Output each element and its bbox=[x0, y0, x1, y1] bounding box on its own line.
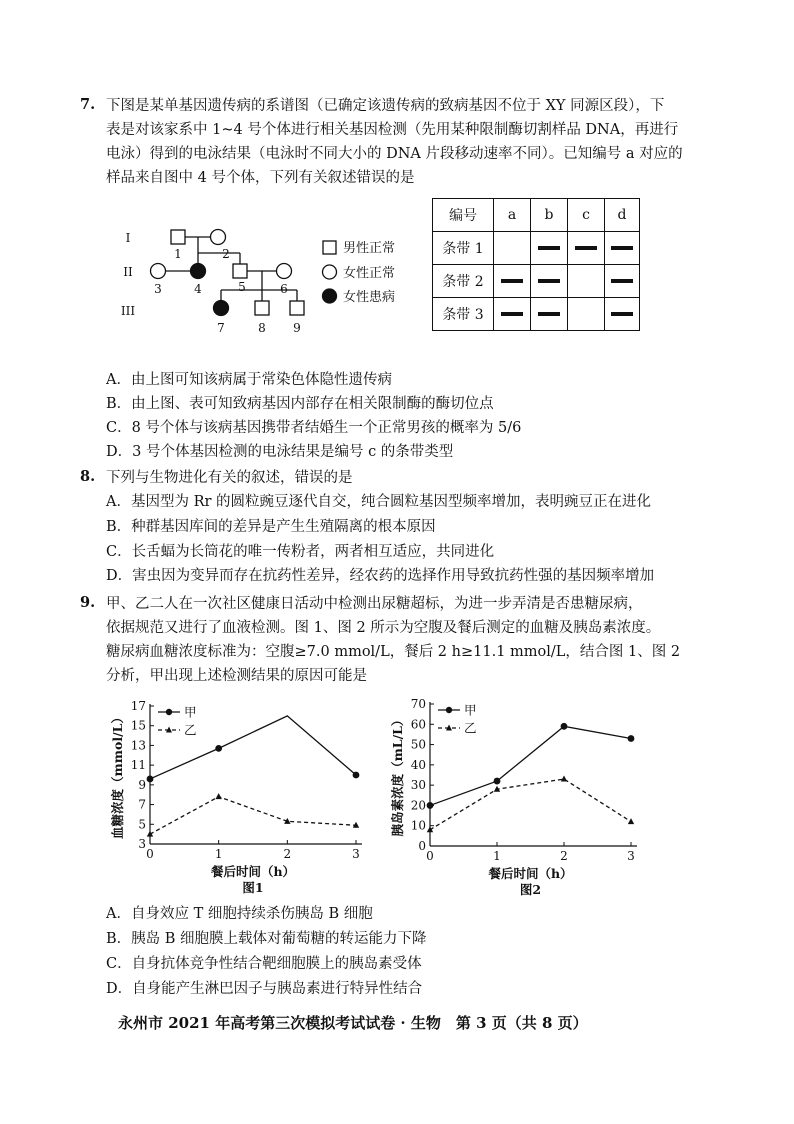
data-point-甲 bbox=[427, 802, 434, 809]
question-7-number: 7. bbox=[80, 96, 96, 113]
x-tick-label: 1 bbox=[214, 847, 223, 861]
electrophoresis-table bbox=[432, 198, 640, 331]
pedigree-id-9: 9 bbox=[293, 321, 301, 335]
pedigree-individual-1 bbox=[171, 230, 185, 244]
series-line-乙 bbox=[150, 797, 356, 834]
band-mark bbox=[501, 312, 523, 316]
band-row-label: 条带 2 bbox=[433, 265, 494, 298]
page-footer: 永州市 2021 年高考第三次模拟考试试卷 · 生物 第 3 页（共 8 页） bbox=[118, 1014, 588, 1032]
legend-male-normal-label: 男性正常 bbox=[343, 241, 396, 256]
x-tick-label: 2 bbox=[283, 847, 292, 861]
data-point-乙 bbox=[628, 818, 634, 824]
legend-label-甲: 甲 bbox=[184, 704, 197, 720]
pedigree-id-7: 7 bbox=[217, 321, 225, 335]
question-7-stem-line-4: 样品来自图中 4 号个体，下列有关叙述错误的是 bbox=[106, 170, 415, 186]
pedigree-individual-7 bbox=[214, 301, 229, 316]
x-axis-label: 餐后时间（h） bbox=[210, 864, 296, 879]
y-tick-label: 13 bbox=[130, 738, 146, 753]
band-mark bbox=[538, 246, 560, 250]
question-9-option-c: C．自身抗体竞争性结合靶细胞膜上的胰岛素受体 bbox=[106, 956, 422, 972]
table-header-id: 编号 bbox=[433, 199, 494, 232]
y-axis-label: 血糖浓度（mmol/L） bbox=[110, 711, 125, 839]
legend-female-normal-icon bbox=[323, 265, 337, 279]
legend-marker-甲 bbox=[446, 707, 452, 713]
table-header-d: d bbox=[605, 199, 640, 232]
data-point-甲 bbox=[494, 778, 501, 785]
y-tick-label: 70 bbox=[410, 697, 426, 711]
band-cell bbox=[605, 232, 640, 265]
legend-female-affected-label: 女性患病 bbox=[343, 290, 396, 305]
question-8-option-c: C．长舌蝠为长筒花的唯一传粉者，两者相互适应，共同进化 bbox=[106, 544, 495, 560]
question-9-option-b: B．胰岛 B 细胞膜上载体对葡萄糖的转运能力下降 bbox=[106, 931, 427, 947]
band-cell bbox=[605, 298, 640, 331]
legend-label-甲: 甲 bbox=[464, 702, 477, 718]
band-cell bbox=[531, 232, 568, 265]
data-point-甲 bbox=[147, 776, 154, 783]
data-point-乙 bbox=[561, 776, 567, 782]
band-cell bbox=[531, 265, 568, 298]
y-tick-label: 30 bbox=[410, 778, 426, 793]
y-tick-label: 15 bbox=[130, 718, 146, 733]
table-row bbox=[433, 232, 640, 265]
x-tick-label: 0 bbox=[146, 847, 154, 861]
question-9-stem-line-3: 糖尿病血糖浓度标准为：空腹≥7.0 mmol/L，餐后 2 h≥11.1 mmol/L，结合图 1、图 2 bbox=[106, 644, 681, 660]
data-point-甲 bbox=[215, 745, 222, 752]
table-row bbox=[433, 298, 640, 331]
series-line-甲 bbox=[430, 726, 631, 805]
y-tick-label: 17 bbox=[130, 699, 146, 713]
y-tick-label: 5 bbox=[138, 817, 146, 832]
pedigree-id-6: 6 bbox=[280, 282, 288, 296]
legend-marker-甲 bbox=[166, 709, 172, 715]
pedigree-individual-3 bbox=[151, 264, 166, 279]
question-7-stem-line-3: 电泳）得到的电泳结果（电泳时不同大小的 DNA 片段移动速率不同）。已知编号 a 对应的 bbox=[106, 146, 683, 162]
band-mark bbox=[611, 279, 633, 283]
question-8-option-d: D．害虫因为变异而存在抗药性差异，经农药的选择作用导致抗药性强的基因频率增加 bbox=[106, 568, 655, 584]
y-tick-label: 11 bbox=[130, 758, 146, 773]
pedigree-id-2: 2 bbox=[222, 247, 230, 261]
y-tick-label: 0 bbox=[418, 839, 426, 853]
y-tick-label: 20 bbox=[410, 798, 426, 813]
band-cell bbox=[605, 265, 640, 298]
question-7-stem-line-2: 表是对该家系中 1~4 号个体进行相关基因检测（先用某种限制酶切割样品 DNA，再进行 bbox=[106, 122, 679, 138]
pedigree-id-5: 5 bbox=[238, 280, 246, 294]
y-tick-label: 9 bbox=[138, 777, 146, 792]
band-row-label: 条带 1 bbox=[433, 232, 494, 265]
question-7-option-a: A．由上图可知该病属于常染色体隐性遗传病 bbox=[106, 372, 392, 388]
question-8-stem: 下列与生物进化有关的叙述，错误的是 bbox=[106, 470, 353, 486]
band-cell bbox=[494, 232, 531, 265]
x-tick-label: 1 bbox=[493, 849, 501, 863]
series-line-甲 bbox=[150, 716, 356, 779]
x-tick-label: 3 bbox=[627, 849, 635, 863]
pedigree-individual-5 bbox=[233, 264, 247, 278]
pedigree-individual-4 bbox=[191, 264, 206, 279]
pedigree-id-1: 1 bbox=[174, 247, 182, 261]
pedigree-individual-6 bbox=[277, 264, 292, 279]
question-7-option-d: D．3 号个体基因检测的电泳结果是编号 c 的条带类型 bbox=[106, 444, 454, 460]
generation-label-2: II bbox=[123, 265, 133, 279]
question-9-stem-line-4: 分析，甲出现上述检测结果的原因可能是 bbox=[106, 668, 367, 684]
series-line-乙 bbox=[430, 779, 631, 830]
data-point-甲 bbox=[628, 735, 635, 742]
question-9-option-d: D．自身能产生淋巴因子与胰岛素进行特异性结合 bbox=[106, 981, 423, 997]
pedigree-id-8: 8 bbox=[258, 321, 266, 335]
y-axis-label: 胰岛素浓度（mL/L） bbox=[390, 713, 405, 837]
band-cell bbox=[568, 265, 605, 298]
y-tick-label: 7 bbox=[138, 797, 146, 812]
x-tick-label: 2 bbox=[560, 849, 568, 863]
legend-female-affected-icon bbox=[323, 289, 337, 303]
y-tick-label: 50 bbox=[410, 737, 426, 752]
pedigree-id-3: 3 bbox=[154, 282, 162, 296]
band-mark bbox=[611, 246, 633, 250]
legend-female-normal-label: 女性正常 bbox=[343, 266, 396, 281]
question-8-number: 8. bbox=[80, 468, 96, 485]
data-point-乙 bbox=[215, 793, 221, 799]
table-row bbox=[433, 265, 640, 298]
band-cell bbox=[531, 298, 568, 331]
x-tick-label: 0 bbox=[426, 849, 434, 863]
band-cell bbox=[494, 265, 531, 298]
band-mark bbox=[611, 312, 633, 316]
band-cell bbox=[568, 298, 605, 331]
x-tick-label: 3 bbox=[352, 847, 360, 861]
legend-label-乙: 乙 bbox=[464, 720, 477, 736]
band-cell bbox=[568, 232, 605, 265]
x-axis-label: 餐后时间（h） bbox=[488, 866, 573, 881]
pedigree-chart bbox=[110, 220, 410, 340]
pedigree-id-4: 4 bbox=[194, 282, 202, 296]
band-cell bbox=[494, 298, 531, 331]
generation-label-3: III bbox=[120, 304, 136, 318]
y-tick-label: 10 bbox=[410, 818, 426, 833]
question-8-option-a: A．基因型为 Rr 的圆粒豌豆逐代自交，纯合圆粒基因型频率增加，表明豌豆正在进化 bbox=[106, 494, 652, 510]
pedigree-individual-8 bbox=[255, 301, 269, 315]
pedigree-individual-9 bbox=[290, 301, 304, 315]
data-point-乙 bbox=[427, 826, 433, 832]
y-tick-label: 40 bbox=[410, 757, 426, 772]
question-8-option-b: B．种群基因库间的差异是产生生殖隔离的根本原因 bbox=[106, 519, 436, 535]
band-mark bbox=[575, 246, 597, 250]
question-7-option-b: B．由上图、表可知致病基因内部存在相关限制酶的酶切位点 bbox=[106, 396, 494, 412]
y-tick-label: 60 bbox=[410, 717, 426, 732]
question-7-stem-line-1: 下图是某单基因遗传病的系谱图（已确定该遗传病的致病基因不位于 XY 同源区段），下 bbox=[106, 98, 665, 114]
chart-1-blood-glucose bbox=[108, 698, 378, 898]
table-header-b: b bbox=[531, 199, 568, 232]
chart-2-insulin bbox=[388, 692, 658, 898]
question-9-stem-line-2: 依据规范又进行了血液检测。图 1、图 2 所示为空腹及餐后测定的血糖及胰岛素浓度。 bbox=[106, 620, 661, 636]
band-row-label: 条带 3 bbox=[433, 298, 494, 331]
table-header-c: c bbox=[568, 199, 605, 232]
legend-male-normal-icon bbox=[323, 241, 336, 254]
question-9-option-a: A．自身效应 T 细胞持续杀伤胰岛 B 细胞 bbox=[106, 906, 373, 922]
generation-label-1: I bbox=[125, 231, 131, 245]
band-mark bbox=[501, 279, 523, 283]
legend-label-乙: 乙 bbox=[184, 722, 197, 738]
chart-title: 图1 bbox=[242, 880, 264, 895]
data-point-甲 bbox=[561, 723, 568, 730]
question-9-number: 9. bbox=[80, 594, 96, 611]
data-point-甲 bbox=[353, 772, 360, 779]
table-header-a: a bbox=[494, 199, 531, 232]
band-mark bbox=[538, 312, 560, 316]
question-9-stem-line-1: 甲、乙二人在一次社区健康日活动中检测出尿糖超标，为进一步弄清是否患糖尿病， bbox=[106, 596, 643, 612]
y-tick-label: 3 bbox=[138, 837, 146, 851]
chart-title: 图2 bbox=[519, 882, 542, 897]
pedigree-individual-2 bbox=[211, 230, 226, 245]
question-7-option-c: C．8 号个体与该病基因携带者结婚生一个正常男孩的概率为 5/6 bbox=[106, 420, 522, 436]
band-mark bbox=[538, 279, 560, 283]
